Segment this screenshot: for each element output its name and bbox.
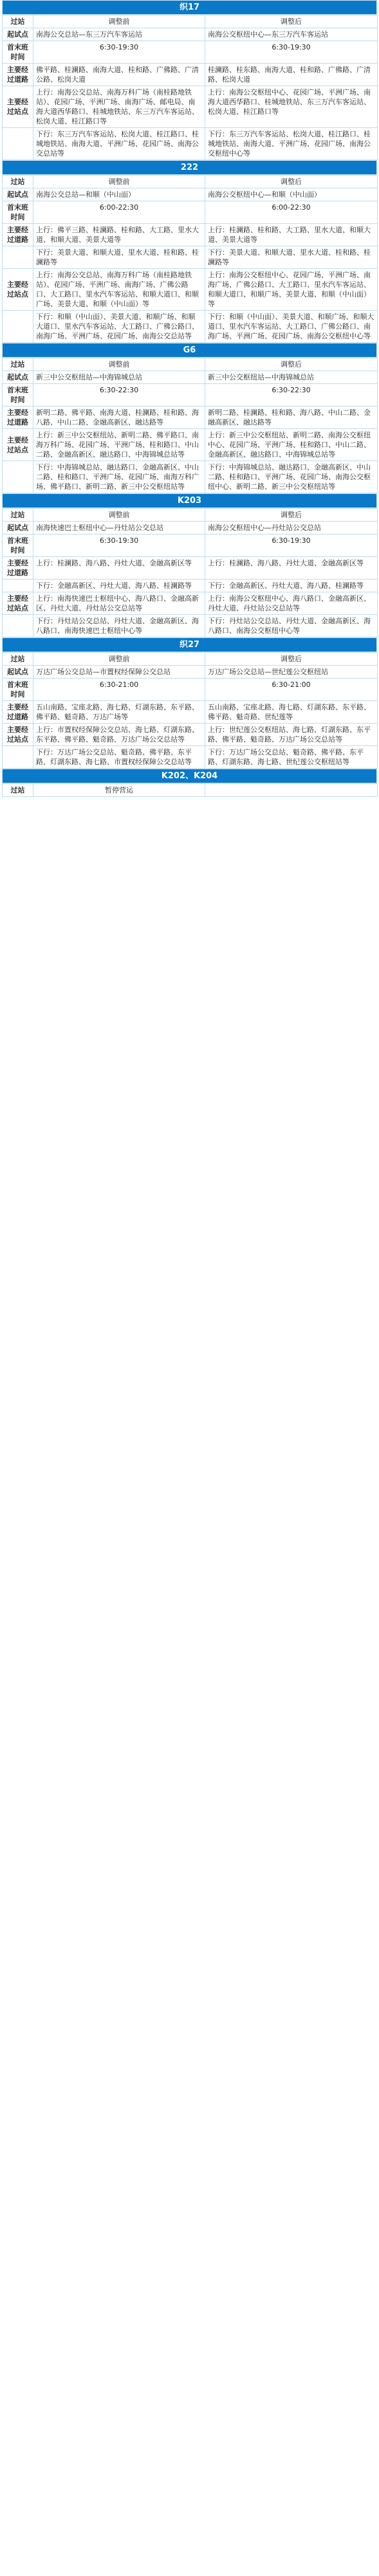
after-cell: 新明二路、桂澜路、桂和路、海八路、中山二路、金融高新区、融达路等 (205, 406, 378, 429)
before-cell: 下行：万达广场公交总站、魁奇路、佛平路、东平路、灯湖东路、海七路、市置权经保障公交总站等 (33, 746, 205, 769)
after-cell: 6:30-21:00 (205, 679, 378, 701)
after-cell: 调整后 (205, 653, 378, 666)
row-label: 首末班时间 (3, 201, 33, 224)
after-cell: 下行：万达广场公交总站、魁奇路、佛平路、东平路、灯湖东路、海七路、世纪莲公交枢纽站等 (205, 746, 378, 769)
table-row (3, 64, 378, 86)
table-row (3, 269, 378, 311)
row-label: 过站 (3, 509, 33, 522)
table-row (3, 188, 378, 201)
row-label (3, 615, 33, 637)
table-row (3, 429, 378, 461)
row-label (3, 580, 33, 592)
row-label: 起试点 (3, 522, 33, 534)
row-label: 主要经过站点 (3, 724, 33, 746)
before-cell: 调整前 (33, 358, 205, 371)
route-table (2, 783, 378, 797)
table-row (3, 666, 378, 679)
route-header: 织27 (2, 637, 377, 652)
table-row (3, 653, 378, 666)
row-label: 主要经过站点 (3, 429, 33, 461)
row-label (3, 461, 33, 493)
before-cell: 6:30-22:30 (33, 384, 205, 406)
row-label: 主要经过道路 (3, 406, 33, 429)
row-label (3, 311, 33, 343)
before-cell: 新三中公交枢纽站—中海锦城总站 (33, 371, 205, 384)
route-header: 织17 (2, 0, 377, 15)
row-label: 主要经过站点 (3, 592, 33, 615)
before-cell: 上行：市置权经保障公交总站、海七路、灯湖东路、东平路、佛平路、魁奇路、万达广场公交总站等 (33, 724, 205, 746)
table-row (3, 311, 378, 343)
after-cell: 调整后 (205, 176, 378, 188)
after-cell: 上行：桂澜路、桂和路、大工路、里水大道、和顺大道、美景大道等 (205, 224, 378, 246)
route-header: K203 (2, 493, 377, 508)
before-cell: 下行：东三万汽车客运站、松岗大道、桂江路口、桂城地铁站、南海大道、平洲广场、花园广场、南海公交总站等 (33, 128, 205, 160)
before-cell: 调整前 (33, 509, 205, 522)
row-label: 主要经过道路 (3, 64, 33, 86)
before-cell: 暂停营运 (33, 784, 205, 797)
before-cell: 调整前 (33, 653, 205, 666)
table-row (3, 557, 378, 580)
after-cell: 下行：和顺（中山面）、美景大道、和顺广场、和顺大道口、里水汽车客运站、大工路口、广佛公路口、南海广场、平洲广场、花园广场、南海公交枢纽中心等 (205, 311, 378, 343)
table-row (3, 246, 378, 269)
row-label: 起试点 (3, 28, 33, 41)
before-cell: 调整前 (33, 176, 205, 188)
row-label: 过站 (3, 358, 33, 371)
before-cell: 下行：和顺（中山面）、美景大道、和顺广场、和顺大道口、里水汽车客运站、大工路口、广佛公路口、南海广场、平洲广场、花园广场、南海公交总站等 (33, 311, 205, 343)
row-label: 首末班时间 (3, 679, 33, 701)
row-label: 主要经过道路 (3, 701, 33, 724)
row-label (3, 746, 33, 769)
route-table (2, 175, 378, 343)
after-cell: 南海公交枢纽中心—东三万汽车客运站 (205, 28, 378, 41)
route-table (2, 508, 378, 637)
after-cell: 下行：金融高新区、丹灶大道、海八路、桂澜路等 (205, 580, 378, 592)
after-cell: 上行：南海公交枢纽中心、海八路口、金融高新区、丹灶大道、丹灶站公交总站等 (205, 592, 378, 615)
before-cell: 南海公交总站—和顺（中山面） (33, 188, 205, 201)
row-label: 起试点 (3, 371, 33, 384)
after-cell: 6:30-19:30 (205, 41, 378, 64)
after-cell: 上行：桂澜路、海八路、丹灶大道、金融高新区等 (205, 557, 378, 580)
after-cell: 调整后 (205, 15, 378, 28)
before-cell: 新明二路、佛平路、南海大道、桂澜路、桂和路、海八路、中山二路、金融高新区、融达路等 (33, 406, 205, 429)
before-cell: 万达广场公交总站—市置权经保障公交总站 (33, 666, 205, 679)
before-cell: 南海快速巴士枢纽中心—丹灶站公交总站 (33, 522, 205, 534)
row-label: 起试点 (3, 666, 33, 679)
before-cell: 五山南路、宝座北路、海七路、灯湖东路、东平路、佛平路、魁奇路、万达广场等 (33, 701, 205, 724)
before-cell: 上行：南海公交总站、南海万科广场（南桂路地铁站）、花园广场、平洲广场、南海广场、广佛公路口、大工路口、里水汽车客运站、和顺大道口、和顺广场、美景大道、和顺（中山面）等 (33, 269, 205, 311)
before-cell: 6:00-22:30 (33, 201, 205, 224)
before-cell: 6:30-21:00 (33, 679, 205, 701)
table-row (3, 406, 378, 429)
after-cell: 下行：美景大道、和顺大道、里水大道、桂和路、桂澜路等 (205, 246, 378, 269)
before-cell: 调整前 (33, 15, 205, 28)
route-table (2, 15, 378, 160)
table-row (3, 679, 378, 701)
table-row (3, 371, 378, 384)
table-row (3, 86, 378, 128)
table-row (3, 784, 378, 797)
table-row (3, 522, 378, 534)
after-cell: 南海公交枢纽中心—丹灶站公交总站 (205, 522, 378, 534)
after-cell: 上行：南海公交枢纽中心、花园广场、平洲广场、南海大道西华路口、桂城地铁站、东三万汽车客运站、松岗大道、桂江路口等 (205, 86, 378, 128)
after-cell: 6:30-19:30 (205, 534, 378, 557)
after-cell: 上行：世纪莲公交枢纽站、海七路、灯湖东路、东平路、佛平路、魁奇路、万达广场公交总站等 (205, 724, 378, 746)
table-row (3, 580, 378, 592)
before-cell: 下行：美景大道、和顺大道、里水大道、桂和路、桂澜路等 (33, 246, 205, 269)
before-cell: 6:30-19:30 (33, 41, 205, 64)
before-cell: 下行：中海锦城总站、融达路口、金融高新区、中山二路、桂和路口、平洲广场、花园广场、南海万科广场、佛平路口、新明二路、新三中公交枢纽站等 (33, 461, 205, 493)
before-cell: 上行：新三中公交枢纽站、新明二路、佛平路口、南海万科广场、花园广场、平洲广场、桂和路口、中山二路、金融高新区、融达路口、中海锦城总站等 (33, 429, 205, 461)
row-label: 主要经过道路 (3, 224, 33, 246)
row-label: 过站 (3, 15, 33, 28)
table-row (3, 176, 378, 188)
table-row (3, 746, 378, 769)
route-adjustment-notice (2, 0, 377, 797)
table-row (3, 41, 378, 64)
after-cell: 上行：新三中公交枢纽站、新明二路、南海公交枢纽中心、花园广场、平洲广场、桂和路口、中山二路、金融高新区、融达路口、中海锦城总站等 (205, 429, 378, 461)
table-row (3, 201, 378, 224)
table-row (3, 509, 378, 522)
after-cell: 调整后 (205, 358, 378, 371)
after-cell: 下行：东三万汽车客运站、松岗大道、桂江路口、桂城地铁站、南海大道、平洲广场、花园广场、南海公交枢纽中心等 (205, 128, 378, 160)
row-label: 首末班时间 (3, 534, 33, 557)
row-label (3, 128, 33, 160)
after-cell: 6:00-22:30 (205, 201, 378, 224)
row-label: 过站 (3, 784, 33, 797)
table-row (3, 28, 378, 41)
before-cell: 下行：丹灶站公交总站、丹灶大道、金融高新区、海八路口、南海快速巴士枢纽中心等 (33, 615, 205, 637)
row-label (3, 246, 33, 269)
after-cell: 下行：中海锦城总站、融达路口、金融高新区、中山二路、桂和路口、平洲广场、花园广场、南海公交枢纽中心、新明二路、新三中公交枢纽站等 (205, 461, 378, 493)
table-row (3, 592, 378, 615)
route-header: K202、K204 (2, 769, 377, 783)
row-label: 主要经过道路 (3, 557, 33, 580)
before-cell: 上行：南海快速巴士枢纽中心、海八路口、金融高新区、丹灶大道、丹灶站公交总站等 (33, 592, 205, 615)
row-label: 主要经过站点 (3, 86, 33, 128)
row-label: 起试点 (3, 188, 33, 201)
table-row (3, 384, 378, 406)
table-row (3, 461, 378, 493)
table-row (3, 15, 378, 28)
table-row (3, 128, 378, 160)
after-cell: 调整后 (205, 509, 378, 522)
after-cell: 新三中公交枢纽站—中海锦城总站 (205, 371, 378, 384)
table-row (3, 534, 378, 557)
after-cell: 桂澜路、桂东路、南海大道、桂和路、广佛路、广清路、松岗大道 (205, 64, 378, 86)
route-header: G6 (2, 343, 377, 358)
row-label: 首末班时间 (3, 41, 33, 64)
row-label: 主要经过站点 (3, 269, 33, 311)
before-cell: 下行：金融高新区、丹灶大道、海八路、桂澜路等 (33, 580, 205, 592)
table-row (3, 358, 378, 371)
before-cell: 上行：佛平三路、桂澜路、桂和路、大工路、里水大道、和顺大道、美景大道等 (33, 224, 205, 246)
after-cell: 万达广场公交总站—世纪莲公交枢纽站 (205, 666, 378, 679)
route-header: 222 (2, 160, 377, 175)
before-cell: 上行：桂澜路、海八路、丹灶大道、金融高新区等 (33, 557, 205, 580)
row-label: 首末班时间 (3, 384, 33, 406)
after-cell: 上行：南海公交枢纽中心、花园广场、平洲广场、南海广场、广佛公路口、大工路口、里水汽车客运站、和顺大道口、和顺广场、美景大道、和顺（中山面）等 (205, 269, 378, 311)
row-label: 过站 (3, 176, 33, 188)
after-cell: 南海公交枢纽中心—和顺（中山面） (205, 188, 378, 201)
route-table (2, 652, 378, 769)
table-row (3, 701, 378, 724)
after-cell: 6:30-22:30 (205, 384, 378, 406)
before-cell: 佛平路、桂澜路、南海大道、桂和路、广佛路、广清公路、松岗大道 (33, 64, 205, 86)
after-cell: 下行：丹灶站公交总站、丹灶大道、金融高新区、海八路口、南海公交枢纽中心等 (205, 615, 378, 637)
after-cell: 五山南路、宝座北路、海七路、灯湖东路、东平路、佛平路、魁奇路、世纪莲等 (205, 701, 378, 724)
table-row (3, 615, 378, 637)
after-cell (205, 784, 378, 797)
table-row (3, 724, 378, 746)
before-cell: 南海公交总站—东三万汽车客运站 (33, 28, 205, 41)
row-label: 过站 (3, 653, 33, 666)
route-table (2, 358, 378, 493)
before-cell: 上行：南海公交总站、南海万科广场（南桂路地铁站）、花园广场、平洲广场、南海广场、邮电局、南海大道西华路口、桂城地铁站、东三万汽车客运站、松岗大道、桂江路口等 (33, 86, 205, 128)
table-row (3, 224, 378, 246)
before-cell: 6:30-19:30 (33, 534, 205, 557)
